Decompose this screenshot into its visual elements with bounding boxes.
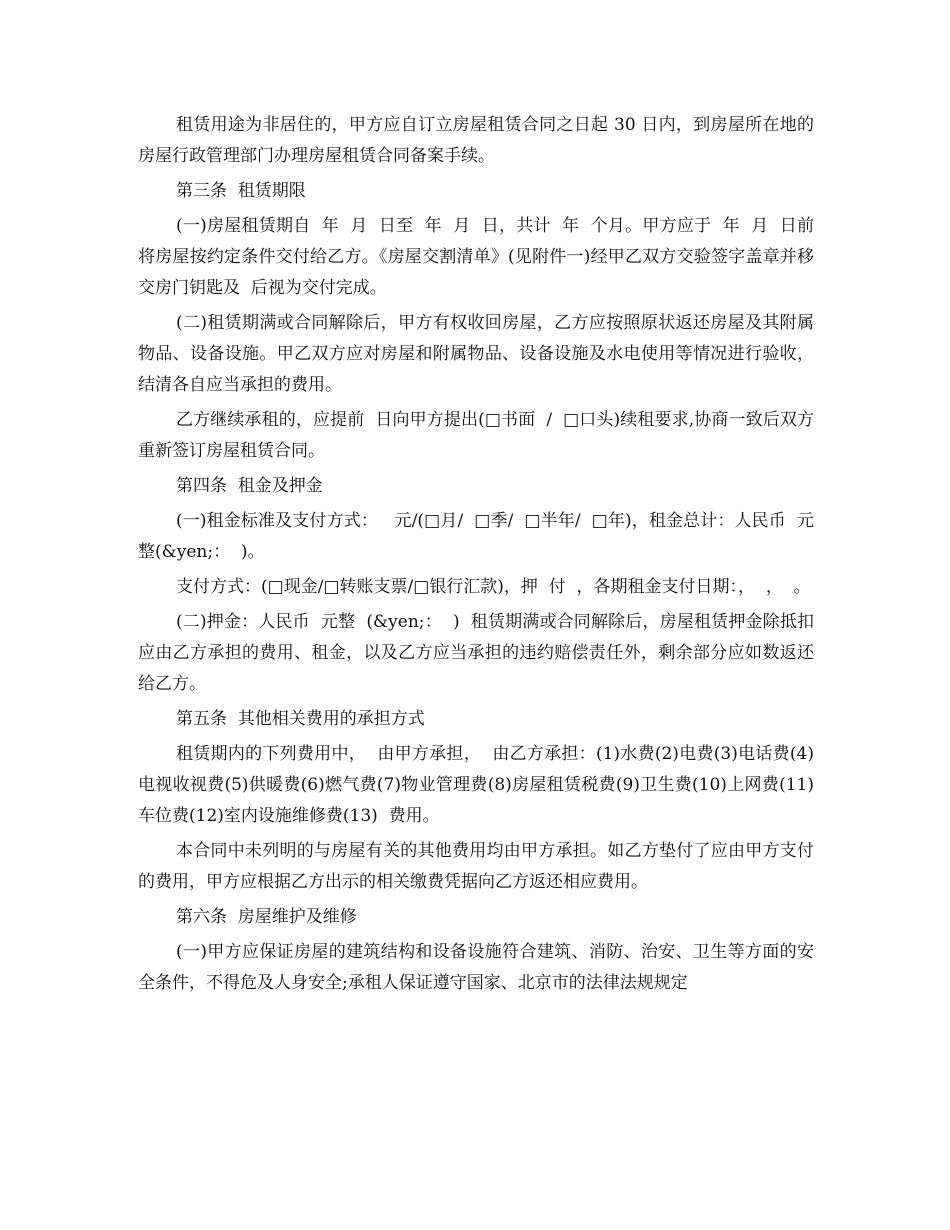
heading-article-5: 第五条 其他相关费用的承担方式 <box>176 709 425 729</box>
paragraph-lease-end: (二)租赁期满或合同解除后，甲方有权收回房屋，乙方应按照原状返还房屋及其附属物品、设备设施。甲乙双方应对房屋和附属物品、设备设施及水电使用等情况进行验收，结清各自应当承担的费用。 <box>138 313 814 395</box>
paragraph-filing: 租赁用途为非居住的，甲方应自订立房屋租赁合同之日起 30 日内，到房屋所在地的房屋行政管理部门办理房屋租赁合同备案手续。 <box>138 115 814 166</box>
paragraph-lease-term: (一)房屋租赁期自 年 月 日至 年 月 日，共计 年 个月。甲方应于 年 月 日前将房屋按约定条件交付给乙方。《房屋交割清单》(见附件一)经甲乙双方交验签字盖章并移交房门钥匙及 后视为交付完成。 <box>138 216 814 298</box>
paragraph-fees: 租赁期内的下列费用中， 由甲方承担， 由乙方承担：(1)水费(2)电费(3)电话费(4)电视收视费(5)供暖费(6)燃气费(7)物业管理费(8)房屋租赁税费(9)卫生费(10)上网费(11)车位费(12)室内设施维修费(13) 费用。 <box>138 744 814 826</box>
paragraph-other-fees: 本合同中未列明的与房屋有关的其他费用均由甲方承担。如乙方垫付了应由甲方支付的费用，甲方应根据乙方出示的相关缴费凭据向乙方返还相应费用。 <box>138 841 814 892</box>
paragraph-maintenance: (一)甲方应保证房屋的建筑结构和设备设施符合建筑、消防、治安、卫生等方面的安全条件，不得危及人身安全;承租人保证遵守国家、北京市的法律法规规定 <box>138 942 814 993</box>
heading-article-6: 第六条 房屋维护及维修 <box>176 907 357 927</box>
paragraph-deposit: (二)押金：人民币 元整 (&yen;： ) 租赁期满或合同解除后，房屋租赁押金除抵扣应由乙方承担的费用、租金，以及乙方应当承担的违约赔偿责任外，剩余部分应如数返还给乙方。 <box>138 612 814 694</box>
paragraph-payment-method: 支付方式：(□现金/□转账支票/□银行汇款)，押 付 ，各期租金支付日期：， ， 。 <box>176 577 811 597</box>
paragraph-rent-standard: (一)租金标准及支付方式： 元/(□月/ □季/ □半年/ □年)，租金总计：人民币 元整(&yen;： )。 <box>138 511 814 562</box>
paragraph-renewal: 乙方继续承租的，应提前 日向甲方提出(□书面 / □口头)续租要求,协商一致后双方重新签订房屋租赁合同。 <box>138 410 814 461</box>
heading-article-4: 第四条 租金及押金 <box>176 476 323 496</box>
document-page <box>138 110 814 1003</box>
heading-article-3: 第三条 租赁期限 <box>176 181 306 201</box>
